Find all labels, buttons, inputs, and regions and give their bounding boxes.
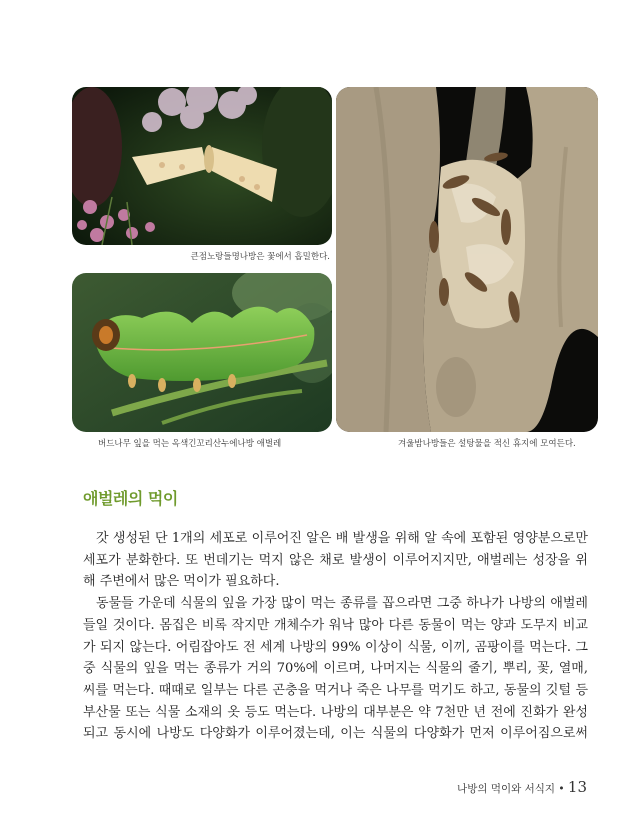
paragraph-line: 씨를 먹는다. 때때로 일부는 다른 곤충을 먹거나 죽은 나무를 먹기도 하고, 동물의 깃털 등 (83, 682, 588, 698)
paragraph-line: 갓 생성된 단 1개의 세포로 이루어진 알은 배 발생을 위해 알 속에 포함된 영양분으로만 (96, 531, 588, 546)
moth-photo-caption: 큰점노랑들명나방은 꽃에서 흡밀한다. (190, 252, 330, 262)
paragraph-line: 중 식물의 잎을 먹는 종류가 거의 70%에 이르며, 나머지는 식물의 줄기, 뿌리, 꽃, 열매, (83, 661, 588, 677)
caterpillar-photo (72, 273, 332, 432)
caterpillar-photo-caption: 버드나무 잎을 먹는 옥색긴꼬리산누에나방 애벌레 (98, 439, 282, 449)
body-text (83, 528, 588, 745)
moth-photo (72, 87, 332, 245)
paragraph-line: 부산물 또는 식물 소재의 옷 등도 먹는다. 나방의 대부분은 약 7천만 년 전에 진화가 완성 (83, 704, 588, 720)
tree-photo-caption: 겨울밤나방들은 설탕물을 적신 휴지에 모여든다. (398, 439, 576, 449)
paragraph-line: 세포가 분화한다. 또 번데기는 먹지 않은 채로 발생이 이루어지지만, 애벌레는 성장을 위 (83, 552, 588, 568)
paragraph-line: 해 주변에서 많은 먹이가 필요하다. (83, 574, 280, 590)
page-footer (457, 778, 587, 796)
paragraph-line: 동물들 가운데 식물의 잎을 가장 많이 먹는 종류를 꼽으라면 그중 하나가 나방의 애벌레 (96, 596, 588, 612)
footer-chapter-title: 나방의 먹이와 서식지 (457, 783, 556, 795)
footer-separator: • (558, 783, 565, 795)
tree-moths-photo (336, 87, 598, 432)
paragraph-line: 들일 것이다. 몸집은 비록 작지만 개체수가 워낙 많아 다른 동물이 먹는 양과 도무지 비교 (83, 617, 588, 633)
page-number: 13 (567, 778, 587, 796)
paragraph-line: 되고 동시에 나방도 다양화가 이루어졌는데, 이는 식물의 다양화가 먼저 이루어짐으로써 (83, 726, 588, 742)
paragraph-line: 가 되지 않는다. 어림잡아도 전 세계 나방의 99% 이상이 식물, 이끼, 곰팡이를 먹는다. 그 (83, 639, 588, 655)
section-title: 애벌레의 먹이 (83, 489, 178, 508)
